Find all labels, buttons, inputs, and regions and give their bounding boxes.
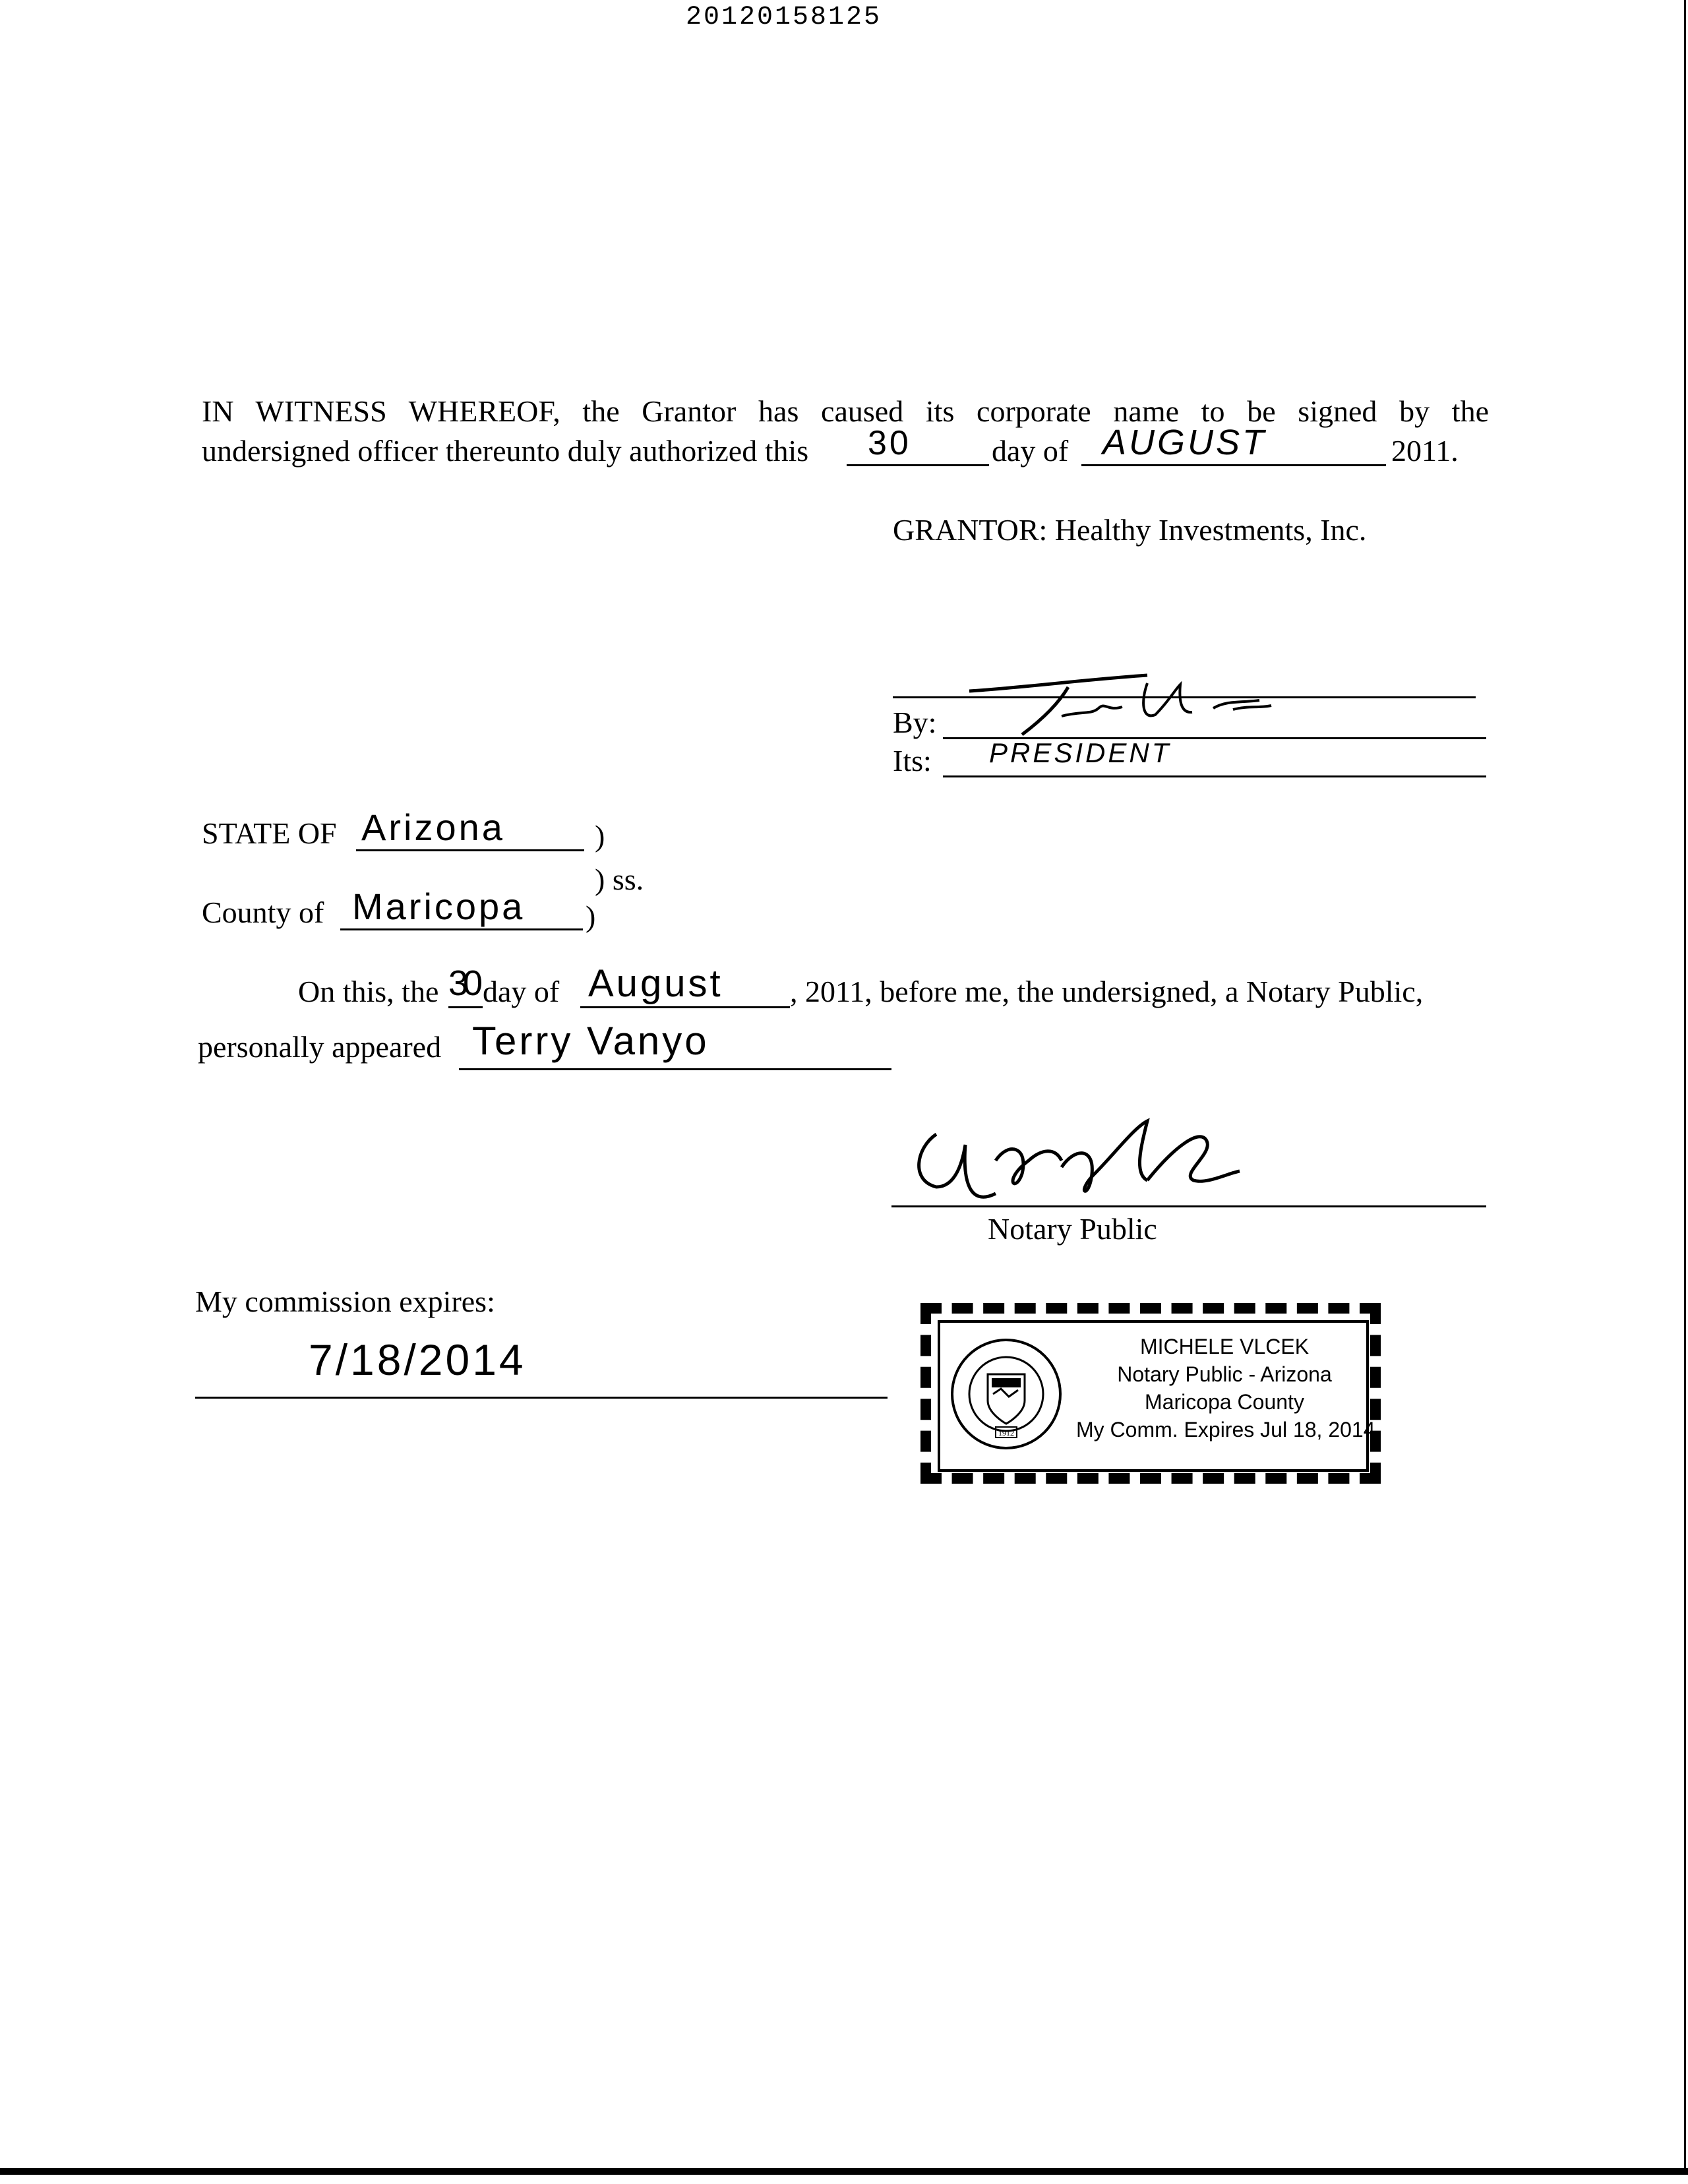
ack-day-label: day of [483,975,560,1008]
notary-signature [897,1108,1266,1213]
ack-month-blank [580,1006,790,1008]
state-label: STATE OF [202,816,337,850]
document-number: 20120158125 [686,3,882,32]
its-label: Its: [893,744,932,777]
great-seal-icon [947,1328,1066,1460]
its-value: PRESIDENT [989,737,1172,768]
stamp-expires: My Comm. Expires Jul 18, 2014 [1076,1418,1375,1441]
ack-month-value: August [588,962,723,1005]
state-paren: ) [595,819,605,853]
commission-blank [195,1397,888,1399]
appeared-value: Terry Vanyo [472,1019,709,1063]
county-label: County of [202,895,324,929]
stamp-county: Maricopa County [1145,1390,1304,1414]
appeared-label: personally appeared [198,1030,442,1064]
county-paren: ) [586,899,596,933]
witness-line-1: IN WITNESS WHEREOF, the Grantor has caused its corporate name to be signed by the [202,394,1489,428]
ack-day-value: 30 [448,963,478,1003]
county-blank [340,928,583,930]
witness-month-value: AUGUST [1102,423,1267,462]
grantor-line: GRANTOR: Healthy Investments, Inc. [893,513,1367,547]
witness-month-blank [1081,464,1386,466]
witness-day-value: 30 [868,424,911,462]
notary-signature-line [891,1205,1486,1207]
ack-day-blank [448,1006,483,1008]
commission-label: My commission expires: [195,1285,495,1318]
state-value: Arizona [361,806,505,848]
notary-stamp [920,1303,1381,1484]
state-blank [356,849,584,851]
seal-year: 1912 [998,1428,1014,1438]
ack-prefix: On this, the [298,975,439,1008]
commission-value: 7/18/2014 [309,1335,526,1384]
ss-label: ) ss. [595,863,644,896]
county-value: Maricopa [352,886,526,927]
witness-day-label: day of [992,434,1069,468]
stamp-title: Notary Public - Arizona [1117,1362,1332,1386]
grantor-signature [950,662,1292,748]
scan-bottom-edge [0,2168,1688,2175]
scan-right-edge [1684,0,1686,2169]
notary-label: Notary Public [988,1212,1157,1246]
ack-suffix: , 2011, before me, the undersigned, a Notary Public, [790,975,1424,1008]
stamp-name: MICHELE VLCEK [1139,1335,1310,1358]
witness-day-blank [847,464,989,466]
by-label: By: [893,706,937,739]
its-line [943,775,1486,777]
witness-line-2-prefix: undersigned officer thereunto duly authorized this [202,434,809,468]
witness-year: 2011. [1391,434,1459,468]
appeared-blank [459,1068,891,1070]
